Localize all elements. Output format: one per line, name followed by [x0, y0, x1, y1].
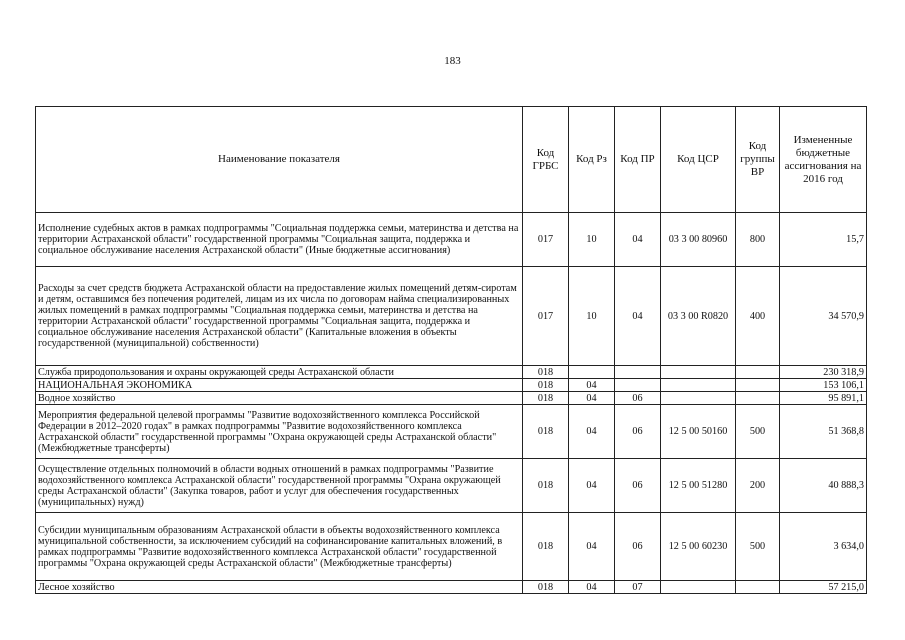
row-grbs: 018	[523, 366, 569, 379]
row-rz: 10	[569, 267, 615, 366]
row-grbs: 018	[523, 459, 569, 513]
table-row	[36, 581, 867, 594]
row-csr: 03 3 00 80960	[661, 213, 736, 267]
row-csr	[661, 366, 736, 379]
row-name: Служба природопользования и охраны окружающей среды Астраханской области	[36, 366, 523, 379]
row-csr: 12 5 00 50160	[661, 405, 736, 459]
header-grbs: Код ГРБС	[523, 107, 569, 213]
row-vr	[736, 392, 780, 405]
row-rz: 04	[569, 379, 615, 392]
header-rz: Код Рз	[569, 107, 615, 213]
row-pr: 06	[615, 392, 661, 405]
row-vr: 400	[736, 267, 780, 366]
row-vr: 200	[736, 459, 780, 513]
row-pr: 04	[615, 267, 661, 366]
budget-table	[35, 106, 867, 594]
row-pr: 04	[615, 213, 661, 267]
table-row	[36, 459, 867, 513]
row-vr: 800	[736, 213, 780, 267]
row-pr: 06	[615, 405, 661, 459]
row-amount: 3 634,0	[780, 513, 867, 581]
row-name: Исполнение судебных актов в рамках подпрограммы "Социальная поддержка семьи, материнства и детства на территории Астраханской области" государственной программы "Социальная защита, поддержка и социальное обслуживание населения Астраханской области" (Иные бюджетные ассигнования)	[36, 213, 523, 267]
row-csr: 03 3 00 R0820	[661, 267, 736, 366]
header-pr: Код ПР	[615, 107, 661, 213]
row-name: Мероприятия федеральной целевой программы "Развитие водохозяйственного комплекса Российской Федерации в 2012–2020 годах" в рамках подпрограммы "Развитие водохозяйственного комплекса Астраханской области" государственной программы "Охрана окружающей среды Астраханской области" (Межбюджетные трансферты)	[36, 405, 523, 459]
row-pr: 06	[615, 513, 661, 581]
header-amount: Измененные бюджетные ассигнования на 2016 год	[780, 107, 867, 213]
row-vr	[736, 379, 780, 392]
row-grbs: 018	[523, 513, 569, 581]
row-amount: 153 106,1	[780, 379, 867, 392]
row-name: Лесное хозяйство	[36, 581, 523, 594]
row-amount: 230 318,9	[780, 366, 867, 379]
row-csr: 12 5 00 51280	[661, 459, 736, 513]
row-rz: 04	[569, 405, 615, 459]
row-name: Расходы за счет средств бюджета Астраханской области на предоставление жилых помещений детям-сиротам и детям, оставшимся без попечения родителей, лицам из их числа по договорам найма специализированных жилых помещений в рамках подпрограммы "Социальная поддержка семьи, материнства и детства на территории Астраханской области" государственной программы "Социальная защита, поддержка и социальное обслуживание населения Астраханской области" (Капитальные вложения в объекты государственной (муниципальной) собственности)	[36, 267, 523, 366]
row-csr	[661, 392, 736, 405]
row-name: Осуществление отдельных полномочий в области водных отношений в рамках подпрограммы "Развитие водохозяйственного комплекса Астраханской области" государственной программы "Охрана окружающей среды Астраханской области" (Закупка товаров, работ и услуг для обеспечения государственных (муниципальных) нужд)	[36, 459, 523, 513]
row-vr: 500	[736, 513, 780, 581]
row-rz: 04	[569, 459, 615, 513]
row-amount: 34 570,9	[780, 267, 867, 366]
row-csr	[661, 581, 736, 594]
row-csr: 12 5 00 60230	[661, 513, 736, 581]
row-vr: 500	[736, 405, 780, 459]
row-vr	[736, 581, 780, 594]
row-rz: 04	[569, 581, 615, 594]
row-rz	[569, 366, 615, 379]
row-grbs: 017	[523, 213, 569, 267]
row-csr	[661, 379, 736, 392]
row-rz: 10	[569, 213, 615, 267]
table-row	[36, 213, 867, 267]
row-name: Водное хозяйство	[36, 392, 523, 405]
row-grbs: 018	[523, 379, 569, 392]
row-vr	[736, 366, 780, 379]
row-pr: 07	[615, 581, 661, 594]
row-amount: 15,7	[780, 213, 867, 267]
row-name: Субсидии муниципальным образованиям Астраханской области в объекты водохозяйственного комплекса муниципальной собственности, за исключением субсидий на софинансирование капитальных вложений, в рамках подпрограммы "Развитие водохозяйственного комплекса Астраханской области" государственной программы "Охрана окружающей среды Астраханской области" (Межбюджетные трансферты)	[36, 513, 523, 581]
header-name: Наименование показателя	[36, 107, 523, 213]
row-amount: 57 215,0	[780, 581, 867, 594]
row-amount: 51 368,8	[780, 405, 867, 459]
row-amount: 40 888,3	[780, 459, 867, 513]
table-header	[36, 107, 867, 213]
row-pr: 06	[615, 459, 661, 513]
table-row	[36, 366, 867, 379]
table-row	[36, 392, 867, 405]
header-csr: Код ЦСР	[661, 107, 736, 213]
table-row	[36, 379, 867, 392]
row-amount: 95 891,1	[780, 392, 867, 405]
table-row	[36, 267, 867, 366]
row-grbs: 018	[523, 405, 569, 459]
row-rz: 04	[569, 513, 615, 581]
row-rz: 04	[569, 392, 615, 405]
row-name: НАЦИОНАЛЬНАЯ ЭКОНОМИКА	[36, 379, 523, 392]
row-grbs: 017	[523, 267, 569, 366]
row-grbs: 018	[523, 392, 569, 405]
page-number: 183	[444, 55, 461, 67]
row-pr	[615, 366, 661, 379]
row-grbs: 018	[523, 581, 569, 594]
table-row	[36, 513, 867, 581]
table-row	[36, 405, 867, 459]
header-vr: Код группы ВР	[736, 107, 780, 213]
row-pr	[615, 379, 661, 392]
